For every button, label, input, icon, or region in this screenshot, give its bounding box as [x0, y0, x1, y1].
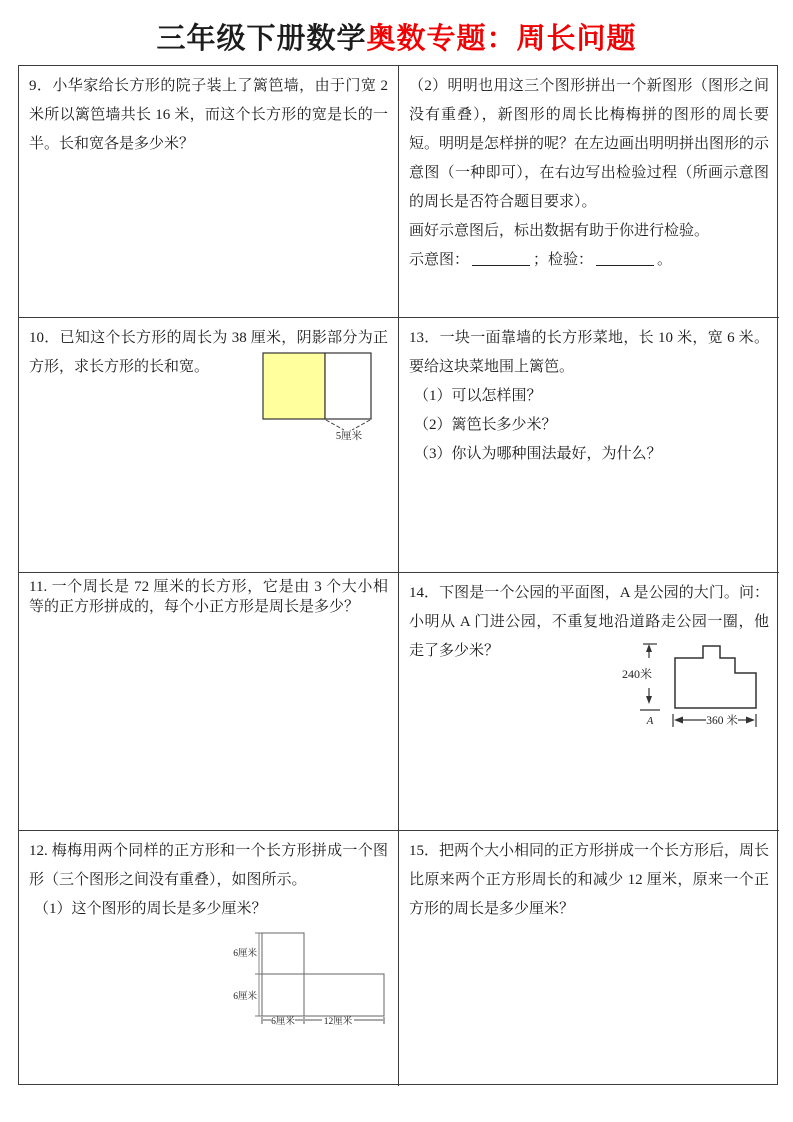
dimension-label-top-6cm: 6厘米	[233, 949, 257, 959]
problem-13-item-2: （2）篱笆长多少米？	[414, 417, 557, 433]
park-outline-shape	[675, 646, 756, 708]
dim-arrowhead-down	[646, 696, 652, 704]
title-black-part: 三年级下册数学	[156, 23, 367, 55]
problem-11-text: 11. 一个周长是 72 厘米的长方形，它是由 3 个大小相等的正方形拼成的，每个小正方形是周长是多少？	[29, 579, 388, 615]
dimension-label-240m: 240米	[621, 667, 653, 681]
bottom-rectangle	[262, 974, 384, 1016]
cell-problem-15	[399, 831, 779, 1086]
problem-14-diagram	[613, 634, 771, 736]
problem-10-text: 10．已知这个长方形的周长为 38 厘米，阴影部分为正方形，求长方形的长和宽。	[29, 330, 388, 375]
pointer-dash-left	[326, 420, 344, 430]
unshaded-rectangle	[325, 353, 371, 419]
blank-suffix-label: 。	[657, 252, 673, 268]
answer-blank-1	[472, 251, 530, 266]
answer-blank-2	[596, 251, 654, 266]
dim-arrowhead-right	[746, 717, 755, 724]
problem-12-diagram	[231, 927, 396, 1033]
top-square	[262, 933, 304, 974]
pointer-dash-right	[352, 420, 370, 430]
problem-9-text: 9．小华家给长方形的院子装上了篱笆墙，由于门宽 2 米所以篱笆墙共长 16 米，而这个长方形的宽是长的一半。长和宽各是多少米？	[29, 78, 388, 152]
dimension-label-bottom-12cm: 12厘米	[323, 1017, 353, 1027]
cell-problem-2sub	[399, 66, 779, 318]
problem-13-item-1: （1）可以怎样围？	[414, 388, 542, 404]
dimension-label-left-6cm: 6厘米	[233, 992, 257, 1002]
title-red-part: 奥数专题：周长问题	[366, 23, 637, 55]
problem-12-text: 12. 梅梅用两个同样的正方形和一个长方形拼成一个图形（三个图形之间没有重叠），如图所示。	[29, 843, 388, 888]
problem-15-text: 15．把两个大小相同的正方形拼成一个长方形后，周长比原来两个正方形周长的和减少 12 厘米，原来一个正方形的周长是多少厘米？	[409, 843, 770, 917]
gate-label-A: A	[646, 715, 654, 727]
problem-14-text: 14．下图是一个公园的平面图，A 是公园的大门。问：小明从 A 门进公园，不重复地沿道路走公园一圈，他走了多少米？	[409, 585, 769, 659]
dimension-label-5cm: 5厘米	[335, 431, 363, 442]
problem-13-item-3: （3）你认为哪种围法最好，为什么？	[414, 446, 662, 462]
cell-problem-9	[19, 66, 399, 318]
dim-arrowhead-left	[674, 717, 683, 724]
cell-problem-12	[19, 831, 399, 1086]
dimension-label-360m: 360 米	[706, 715, 738, 727]
blank-mid-label: ；检验：	[533, 252, 594, 268]
cell-problem-13	[399, 318, 779, 573]
problems-table	[18, 65, 778, 1085]
problem-2sub-para2: 画好示意图后，标出数据有助于你进行检验。	[409, 223, 710, 239]
page-title	[0, 16, 793, 57]
problem-2sub-blank-line	[409, 246, 769, 275]
problem-13-text: 13．一块一面靠墙的长方形菜地，长 10 米，宽 6 米。要给这块菜地围上篱笆。	[409, 330, 769, 375]
shaded-square	[263, 353, 325, 419]
problem-2sub-para1: （2）明明也用这三个图形拼出一个新图形（图形之间没有重叠），新图形的周长比梅梅拼的图形的周长要短。明明是怎样拼的呢？在左边画出明明拼出图形的示意图（一种即可），在右边写出检验过程（所画示意图的周长是否符合题目要求）。	[409, 78, 770, 210]
cell-problem-11	[19, 573, 399, 831]
dimension-label-bottom-6cm: 6厘米	[271, 1017, 295, 1027]
problem-10-diagram	[254, 347, 389, 445]
dim-arrowhead-up	[646, 644, 652, 652]
cell-problem-14	[399, 573, 779, 831]
problem-12-item-1: （1）这个图形的周长是多少厘米？	[34, 901, 267, 917]
blank-prefix-label: 示意图：	[409, 252, 470, 268]
cell-problem-10	[19, 318, 399, 573]
